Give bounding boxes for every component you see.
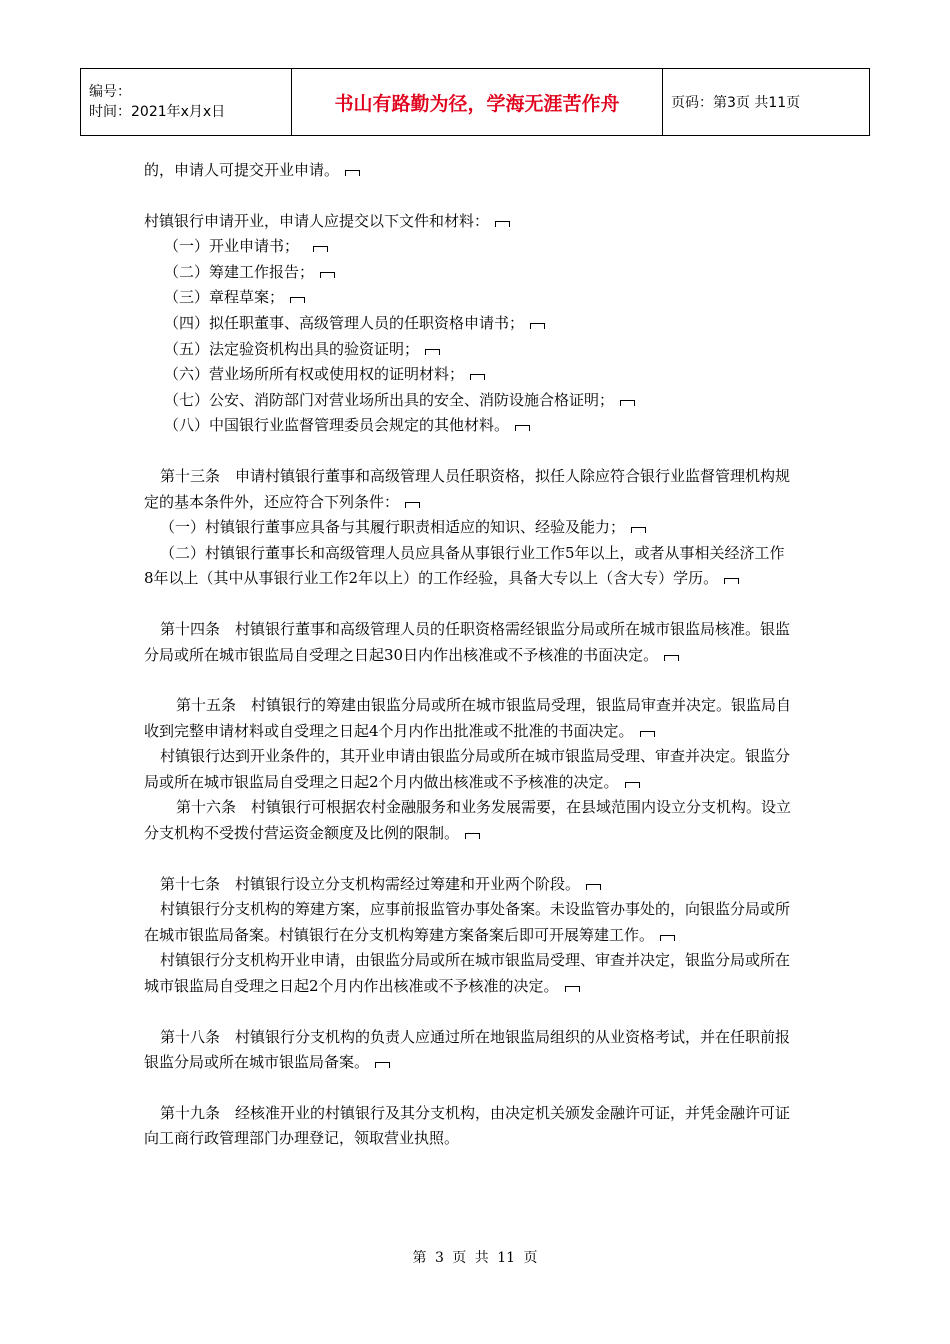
paragraph-mark-icon: [586, 884, 601, 890]
paragraph-mark-icon: [515, 425, 530, 431]
body-paragraph: [144, 948, 794, 999]
paragraph-mark-icon: [313, 246, 328, 252]
document-body: [144, 158, 794, 1152]
paragraph-mark-icon: [530, 323, 545, 329]
paragraph-text: 第十八条 村镇银行分支机构的负责人应通过所在地银监局组织的从业资格考试，并在任职前报银监分局或所在城市银监局备案。: [144, 1027, 791, 1072]
paragraph-text: 村镇银行达到开业条件的，其开业申请由银监分局或所在城市银监局受理、审查并决定。银监分局或所在城市银监局自受理之日起2个月内做出核准或不予核准的决定。: [144, 747, 791, 791]
paragraph-text: 村镇银行分支机构的筹建方案，应事前报监管办事处备案。未设监管办事处的，向银监分局或所在城市银监局备案。村镇银行在分支机构筹建方案备案后即可开展筹建工作。: [144, 900, 791, 944]
paragraph-mark-icon: [620, 400, 635, 406]
paragraph-gap: [144, 592, 794, 617]
paragraph-text: （一）开业申请书；: [164, 237, 307, 256]
body-paragraph: [144, 337, 794, 363]
body-paragraph: [144, 413, 794, 439]
body-paragraph: [144, 234, 794, 260]
body-paragraph: [144, 897, 794, 948]
paragraph-mark-icon: [495, 221, 510, 227]
body-paragraph: [144, 1101, 794, 1152]
paragraph-mark-icon: [425, 349, 440, 355]
paragraph-text: 的，申请人可提交开业申请。: [144, 161, 340, 179]
paragraph-text: （一）村镇银行董事应具备与其履行职责相适应的知识、经验及能力；: [160, 518, 626, 537]
paragraph-mark-icon: [631, 527, 646, 533]
paragraph-mark-icon: [640, 731, 655, 737]
paragraph-mark-icon: [660, 935, 675, 941]
paragraph-mark-icon: [565, 986, 580, 992]
body-paragraph: [144, 158, 794, 184]
body-paragraph: [144, 744, 794, 795]
body-paragraph: [144, 617, 794, 668]
paragraph-text: 第十三条 申请村镇银行董事和高级管理人员任职资格，拟任人除应符合银行业监督管理机构规定的基本条件外，还应符合下列条件：: [144, 466, 791, 511]
paragraph-mark-icon: [664, 655, 679, 661]
body-paragraph: [144, 260, 794, 286]
paragraph-text: 第十四条 村镇银行董事和高级管理人员的任职资格需经银监分局或所在城市银监局核准。银监分局或所在城市银监局自受理之日起30日内作出核准或不予核准的书面决定。: [144, 619, 791, 664]
page-footer: 第 3 页 共 11 页: [412, 1250, 538, 1266]
paragraph-text: 第十六条 村镇银行可根据农村金融服务和业务发展需要，在县域范围内设立分支机构。设立分支机构不受拨付营运资金额度及比例的限制。: [144, 798, 792, 843]
paragraph-gap: [144, 1000, 794, 1025]
body-paragraph: [144, 1025, 794, 1076]
header-page-info: 页码：第3页 共11页: [663, 69, 870, 136]
paragraph-text: 第十五条 村镇银行的筹建由银监分局或所在城市银监局受理，银监局审查并决定。银监局自收到完整申请材料或自受理之日起4个月内作出批准或不批准的书面决定。: [144, 696, 792, 740]
document-number-label: 编号：: [89, 84, 131, 100]
paragraph-mark-icon: [375, 1062, 390, 1068]
paragraph-gap: [144, 184, 794, 209]
header-meta-cell: [81, 69, 292, 136]
paragraph-mark-icon: [470, 374, 485, 380]
body-paragraph: [144, 872, 794, 898]
body-paragraph: [144, 541, 794, 592]
paragraph-mark-icon: [465, 833, 480, 839]
document-time-label: 时间：2021年x月x日: [89, 104, 226, 120]
body-paragraph: [144, 209, 794, 235]
paragraph-text: （二）村镇银行董事长和高级管理人员应具备从事银行业工作5年以上，或者从事相关经济工作8年以上（其中从事银行业工作2年以上）的工作经验，具备大专以上（含大专）学历。: [144, 543, 785, 588]
body-paragraph: [144, 795, 794, 846]
body-paragraph: [144, 362, 794, 388]
body-paragraph: [144, 388, 794, 414]
paragraph-text: 第十九条 经核准开业的村镇银行及其分支机构，由决定机关颁发金融许可证，并凭金融许可证向工商行政管理部门办理登记，领取营业执照。: [144, 1103, 791, 1148]
document-header: [80, 68, 870, 136]
paragraph-mark-icon: [345, 170, 360, 176]
paragraph-text: （四）拟任职董事、高级管理人员的任职资格申请书；: [164, 313, 525, 332]
header-motto: 书山有路勤为径，学海无涯苦作舟: [292, 69, 663, 136]
body-paragraph: [144, 693, 794, 744]
paragraph-text: （八）中国银行业监督管理委员会规定的其他材料。: [164, 416, 510, 435]
paragraph-gap: [144, 847, 794, 872]
paragraph-text: （五）法定验资机构出具的验资证明；: [164, 339, 420, 358]
paragraph-text: （七）公安、消防部门对营业场所出具的安全、消防设施合格证明；: [164, 390, 615, 409]
paragraph-mark-icon: [724, 578, 739, 584]
body-paragraph: [144, 285, 794, 311]
paragraph-mark-icon: [405, 502, 420, 508]
paragraph-gap: [144, 1076, 794, 1101]
paragraph-mark-icon: [320, 272, 335, 278]
paragraph-text: （六）营业场所所有权或使用权的证明材料；: [164, 365, 465, 384]
paragraph-text: 村镇银行分支机构开业申请，由银监分局或所在城市银监局受理、审查并决定，银监分局或所在城市银监局自受理之日起2个月内作出核准或不予核准的决定。: [144, 951, 791, 996]
paragraph-mark-icon: [625, 782, 640, 788]
paragraph-text: 第十七条 村镇银行设立分支机构需经过筹建和开业两个阶段。: [160, 874, 581, 893]
body-paragraph: [144, 515, 794, 541]
paragraph-gap: [144, 439, 794, 464]
paragraph-gap: [144, 668, 794, 693]
paragraph-mark-icon: [290, 297, 305, 303]
body-paragraph: [144, 311, 794, 337]
paragraph-text: （三）章程草案；: [164, 288, 285, 307]
paragraph-text: 村镇银行申请开业，申请人应提交以下文件和材料：: [144, 211, 490, 230]
paragraph-text: （二）筹建工作报告；: [164, 262, 315, 281]
body-paragraph: [144, 464, 794, 515]
